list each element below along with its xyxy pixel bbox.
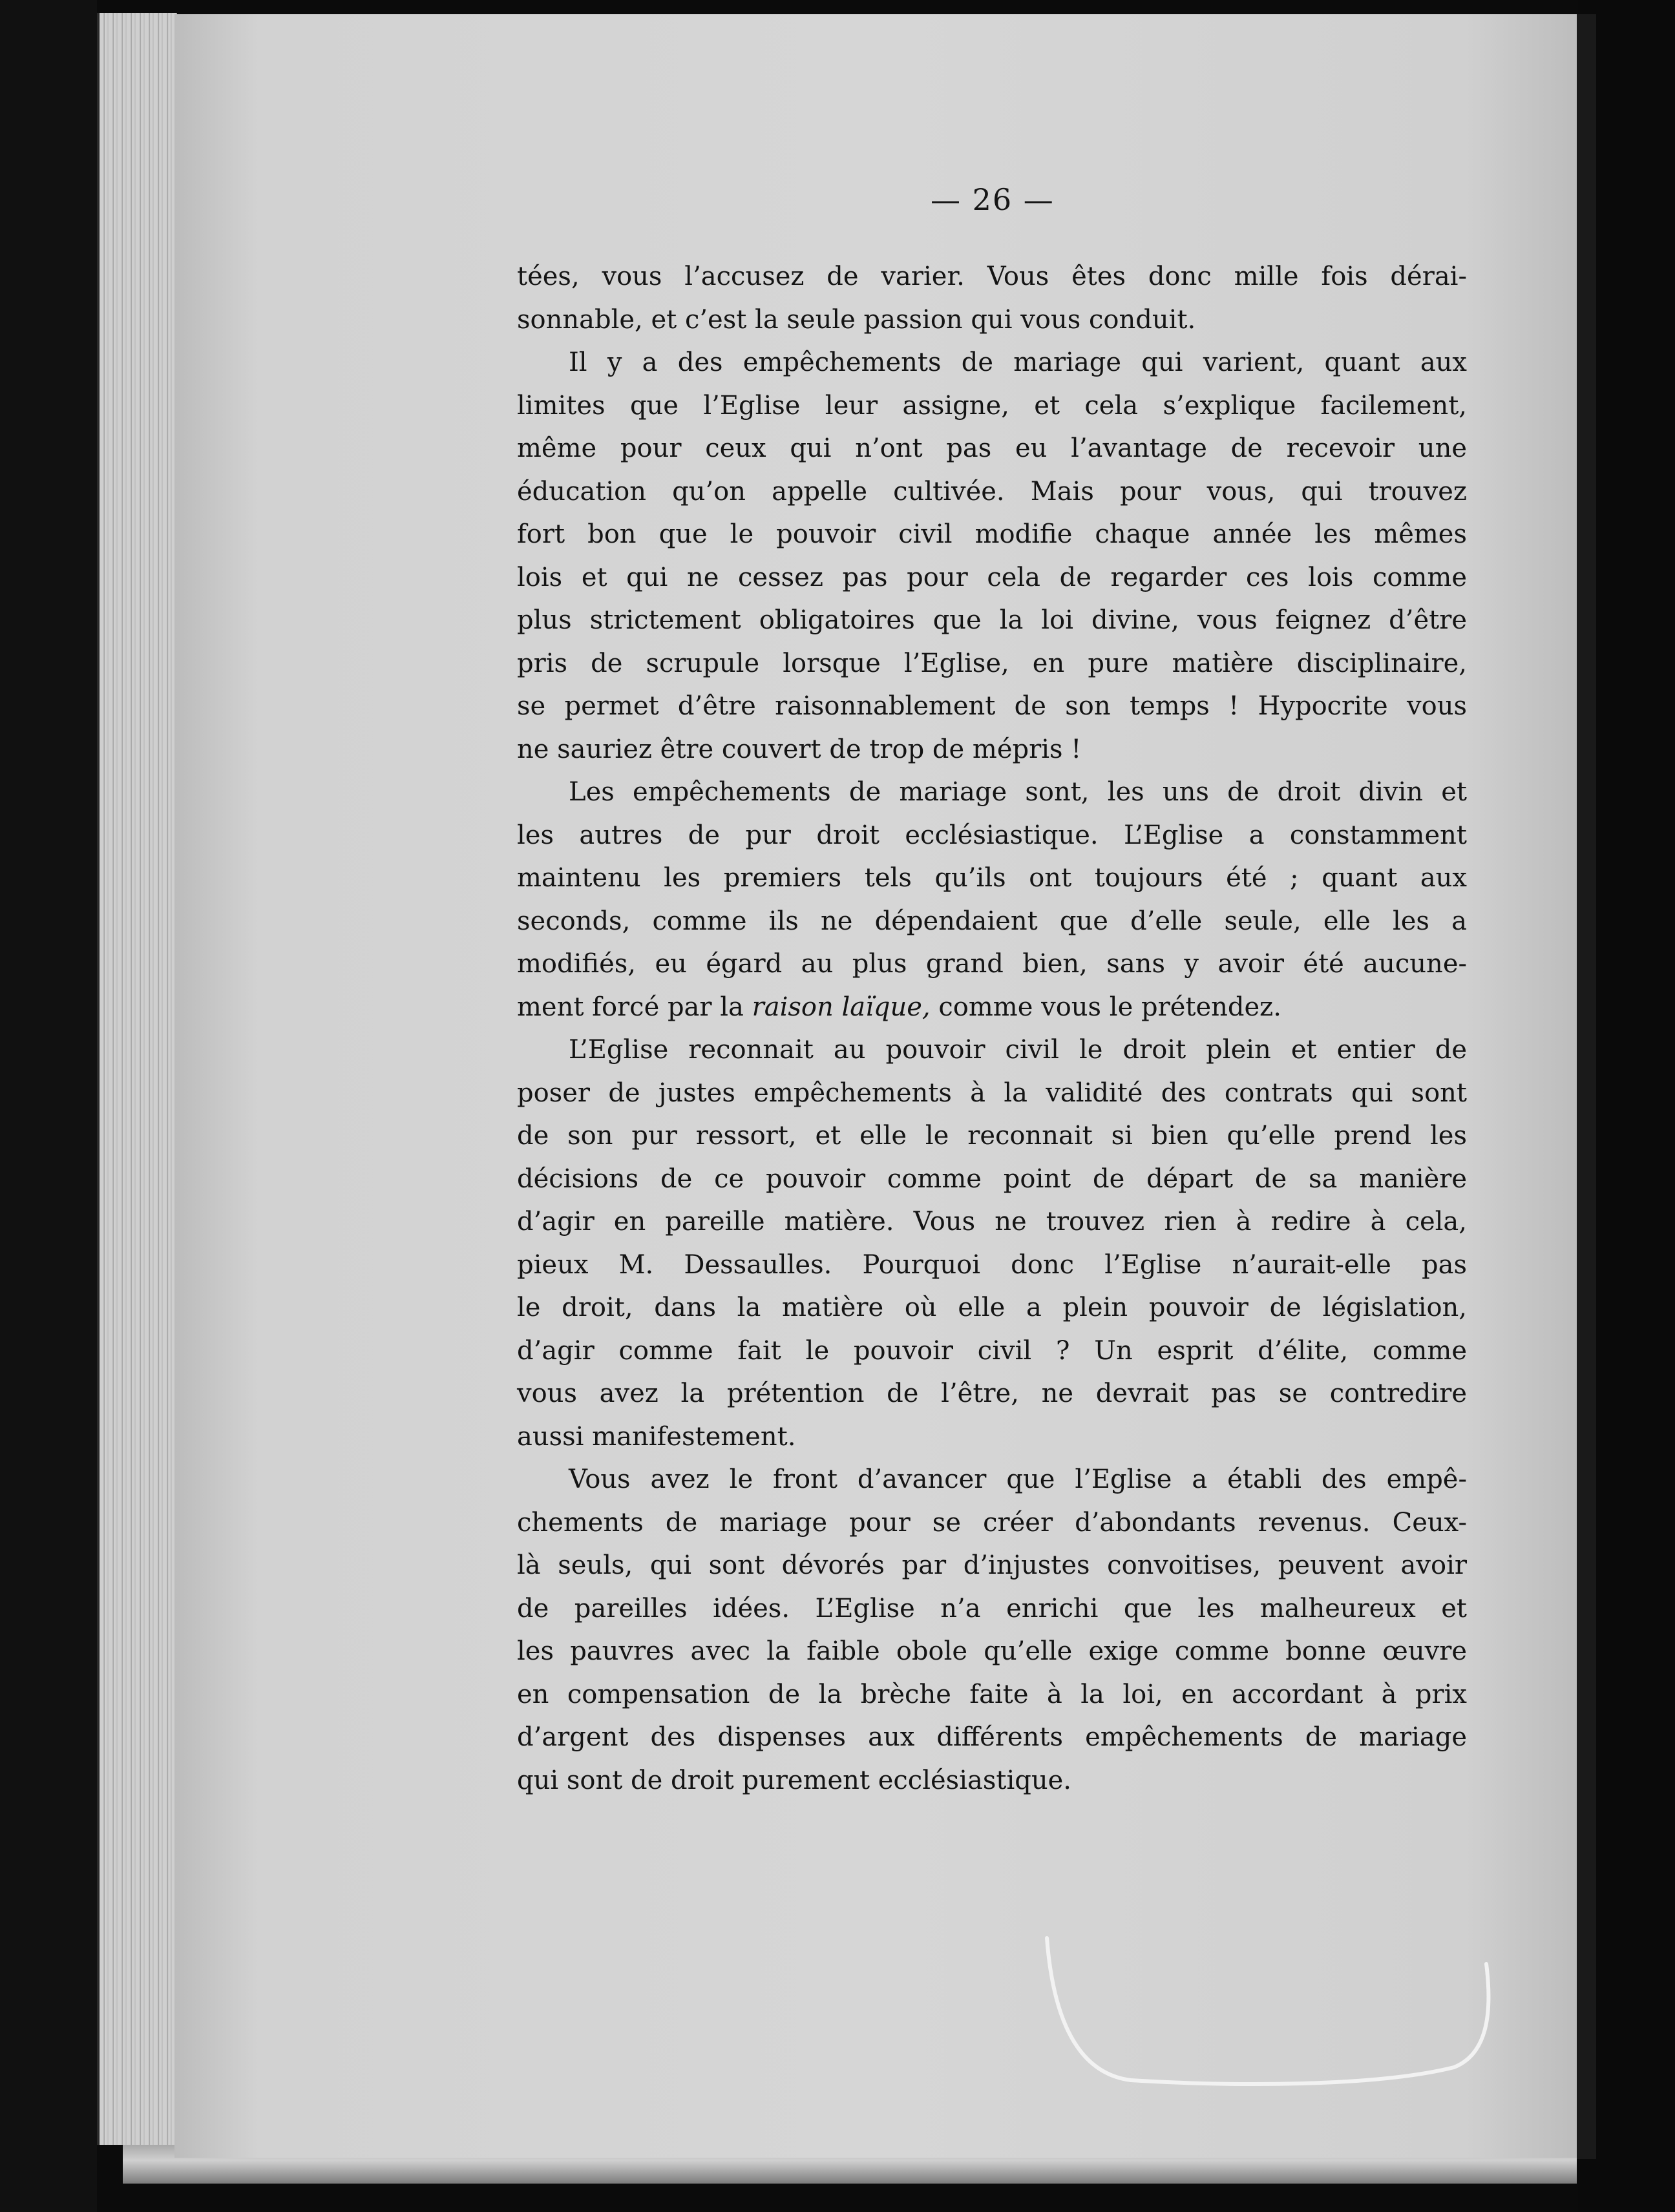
text-line xyxy=(517,728,1467,771)
text-line xyxy=(517,1372,1467,1415)
text-line-content: ne sauriez être couvert de trop de mépris ! xyxy=(517,734,1082,764)
text-line xyxy=(517,1072,1467,1115)
text-line-content: de son pur ressort, et elle le reconnait si bien qu’elle prend les xyxy=(517,1121,1467,1151)
microfilm-frame-left xyxy=(0,0,97,2212)
text-line xyxy=(517,1330,1467,1373)
text-line-content: éducation qu’on appelle cultivée. Mais pour vous, qui trouvez xyxy=(517,476,1467,506)
text-line-content: sonnable, et c’est la seule passion qui vous conduit. xyxy=(517,304,1196,335)
text-line xyxy=(517,900,1467,943)
text-line-content: lois et qui ne cessez pas pour cela de regarder ces lois comme xyxy=(517,562,1467,592)
text-line-content: Vous avez le front d’avancer que l’Eglise a établi des empê- xyxy=(569,1465,1467,1494)
text-line xyxy=(517,1501,1467,1545)
text-line xyxy=(517,1458,1467,1501)
text-line xyxy=(517,1200,1467,1244)
text-line-content: aussi manifestement. xyxy=(517,1421,796,1452)
text-line-content: chements de mariage pour se créer d’abondants revenus. Ceux- xyxy=(517,1507,1467,1538)
text-line xyxy=(517,857,1467,900)
italic-phrase: raison laïque, xyxy=(752,992,931,1022)
text-line xyxy=(517,255,1467,298)
text-line xyxy=(517,341,1467,384)
page-number: — 26 — xyxy=(931,182,1055,217)
text-line-content: le droit, dans la matière où elle a plein pouvoir de législation, xyxy=(517,1293,1467,1322)
text-line-content: Les empêchements de mariage sont, les uns de droit divin et xyxy=(569,777,1467,807)
text-line-content: se permet d’être raisonnablement de son temps ! Hypocrite vous xyxy=(517,691,1467,721)
binding-shadow xyxy=(1577,14,1596,2159)
text-line xyxy=(517,685,1467,728)
text-line xyxy=(517,1415,1467,1459)
text-line xyxy=(517,556,1467,600)
text-line xyxy=(517,814,1467,857)
text-line-content: limites que l’Eglise leur assigne, et cela s’explique facilement, xyxy=(517,390,1467,421)
text-line xyxy=(517,427,1467,470)
text-line xyxy=(517,1544,1467,1587)
film-scratch-mark xyxy=(1040,1925,1506,2119)
text-line-content: décisions de ce pouvoir comme point de départ de sa manière xyxy=(517,1163,1467,1194)
book-page-edges xyxy=(97,13,177,2145)
text-line-content: ment forcé par la xyxy=(517,992,744,1022)
text-line xyxy=(517,1158,1467,1201)
text-line xyxy=(517,599,1467,642)
text-line xyxy=(517,986,1467,1029)
text-line-content: d’agir en pareille matière. Vous ne trouvez rien à redire à cela, xyxy=(517,1207,1467,1236)
text-line-content: même pour ceux qui n’ont pas eu l’avantage de recevoir une xyxy=(517,433,1467,463)
text-line-content: pieux M. Dessaulles. Pourquoi donc l’Eglise n’aurait-elle pas xyxy=(517,1249,1467,1280)
text-line-content: Il y a des empêchements de mariage qui varient, quant aux xyxy=(569,348,1467,377)
text-line xyxy=(517,1673,1467,1716)
text-line-content: L’Eglise reconnait au pouvoir civil le droit plein et entier de xyxy=(569,1035,1467,1065)
text-line-content: modifiés, eu égard au plus grand bien, sans y avoir été aucune- xyxy=(517,949,1467,979)
text-line-content: les autres de pur droit ecclésiastique. L’Eglise a constamment xyxy=(517,820,1467,850)
text-line xyxy=(517,1244,1467,1287)
text-line-content: les pauvres avec la faible obole qu’elle exige comme bonne œuvre xyxy=(517,1636,1467,1666)
text-line-content: fort bon que le pouvoir civil modifie chaque année les mêmes xyxy=(517,519,1467,549)
text-line xyxy=(517,513,1467,556)
text-line xyxy=(517,1028,1467,1072)
text-line-content: en compensation de la brèche faite à la loi, en accordant à prix xyxy=(517,1679,1467,1709)
text-line xyxy=(517,384,1467,428)
text-line-content: d’agir comme fait le pouvoir civil ? Un esprit d’élite, comme xyxy=(517,1335,1467,1366)
text-line-content: qui sont de droit purement ecclésiastique. xyxy=(517,1765,1071,1795)
text-line-content: maintenu les premiers tels qu’ils ont toujours été ; quant aux xyxy=(517,863,1467,893)
text-line-content: d’argent des dispenses aux différents empêchements de mariage xyxy=(517,1722,1467,1752)
text-line xyxy=(517,1286,1467,1330)
text-line xyxy=(517,642,1467,685)
text-line xyxy=(517,1114,1467,1158)
text-line xyxy=(517,943,1467,986)
text-line xyxy=(517,470,1467,514)
text-line-content: pris de scrupule lorsque l’Eglise, en pure matière disciplinaire, xyxy=(517,648,1467,678)
text-line-content: vous avez la prétention de l’être, ne devrait pas se contredire xyxy=(517,1379,1467,1408)
text-line xyxy=(517,771,1467,814)
text-line xyxy=(517,1587,1467,1631)
text-line-content: de pareilles idées. L’Eglise n’a enrichi que les malheureux et xyxy=(517,1593,1467,1623)
text-line xyxy=(517,298,1467,342)
text-line-content: seconds, comme ils ne dépendaient que d’elle seule, elle les a xyxy=(517,906,1467,936)
text-line-content: poser de justes empêchements à la validité des contrats qui sont xyxy=(517,1078,1467,1108)
text-line-content: plus strictement obligatoires que la loi divine, vous feignez d’être xyxy=(517,605,1467,635)
page-text-body xyxy=(517,255,1467,1802)
text-line xyxy=(517,1716,1467,1759)
text-line-content: là seuls, qui sont dévorés par d’injustes convoitises, peuvent avoir xyxy=(517,1550,1467,1580)
text-line-content: tées, vous l’accusez de varier. Vous êtes donc mille fois dérai- xyxy=(517,262,1467,291)
text-line xyxy=(517,1759,1467,1802)
text-line xyxy=(517,1630,1467,1673)
text-line-tail: comme vous le prétendez. xyxy=(930,992,1281,1022)
